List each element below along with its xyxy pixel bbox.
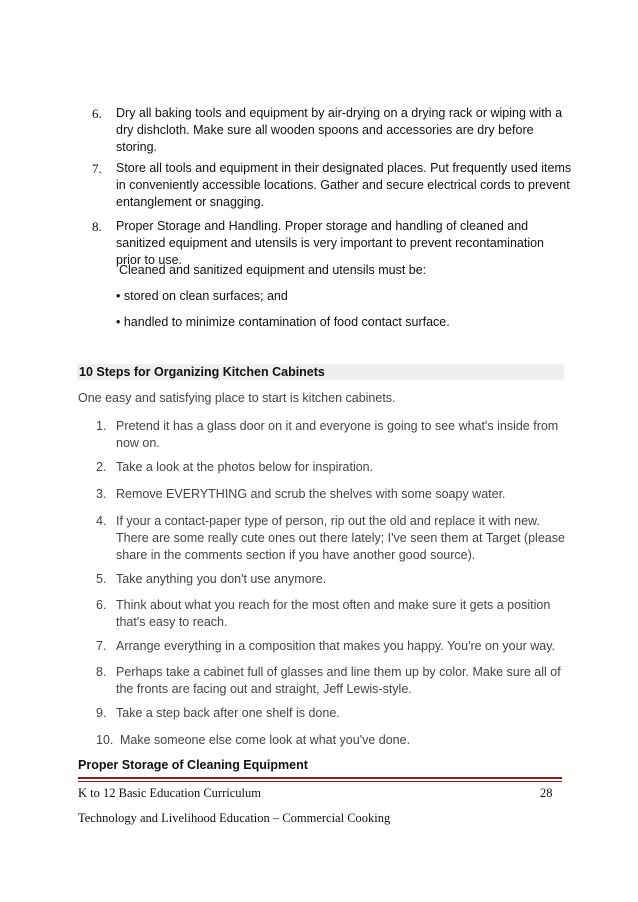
step-number: 10. bbox=[96, 733, 114, 747]
step-number: 3. bbox=[96, 487, 107, 501]
list-text: Dry all baking tools and equipment by air-drying on a drying rack or wiping with a dry dishcloth. Make sure all wooden spoons and accessories are dry before storing. bbox=[116, 106, 563, 154]
section-heading: 10 Steps for Organizing Kitchen Cabinets bbox=[77, 364, 564, 380]
list-text: Proper Storage and Handling. Proper storage and handling of cleaned and sanitized equipment and utensils is very important to prevent recontamination prior to use. bbox=[116, 219, 545, 267]
step-number: 6. bbox=[96, 598, 107, 612]
step-text: Think about what you reach for the most often and make sure it gets a position that's easy to reach. bbox=[116, 598, 551, 629]
footer-divider bbox=[78, 777, 562, 779]
step-text: Take anything you don't use anymore. bbox=[116, 572, 327, 586]
step-number: 4. bbox=[96, 514, 107, 528]
step-number: 1. bbox=[96, 419, 107, 433]
step-text: Pretend it has a glass door on it and everyone is going to see what's inside from now on. bbox=[116, 419, 559, 450]
list-number: 7. bbox=[92, 161, 102, 176]
storage-note-intro: Cleaned and sanitized equipment and utensils must be: bbox=[119, 263, 427, 277]
section-intro: One easy and satisfying place to start is kitchen cabinets. bbox=[78, 391, 396, 405]
step-number: 8. bbox=[96, 665, 107, 679]
step-number: 2. bbox=[96, 460, 107, 474]
step-text: Arrange everything in a composition that makes you happy. You're on your way. bbox=[116, 639, 555, 653]
list-number: 6. bbox=[92, 106, 102, 121]
footer-subject: Technology and Livelihood Education – Commercial Cooking bbox=[78, 811, 391, 825]
footer-curriculum: K to 12 Basic Education Curriculum bbox=[78, 786, 261, 800]
step-text: Make someone else come look at what you've done. bbox=[120, 733, 411, 747]
step-text: Perhaps take a cabinet full of glasses and line them up by color. Make sure all of the fronts are facing out and straight, Jeff Lewis-style. bbox=[116, 665, 561, 696]
step-text: Take a look at the photos below for inspiration. bbox=[116, 460, 374, 474]
list-number: 8. bbox=[92, 219, 102, 234]
list-text: Store all tools and equipment in their designated places. Put frequently used items in conveniently accessible locations. Gather and secure electrical cords to prevent entanglement or snagging. bbox=[116, 161, 572, 209]
storage-note-bullet: • handled to minimize contamination of food contact surface. bbox=[116, 315, 450, 329]
step-number: 7. bbox=[96, 639, 107, 653]
step-text: Take a step back after one shelf is done. bbox=[116, 706, 340, 720]
page-number: 28 bbox=[540, 786, 553, 800]
step-number: 5. bbox=[96, 572, 107, 586]
footer-divider-thin bbox=[78, 781, 562, 782]
storage-note-bullet: • stored on clean surfaces; and bbox=[116, 289, 288, 303]
section-title: Proper Storage of Cleaning Equipment bbox=[78, 758, 308, 772]
step-text: If your a contact-paper type of person, rip out the old and replace it with new. There are some really cute ones out there lately; I've seen them at Target (please share in the comments section if you have another good source). bbox=[116, 514, 565, 562]
step-number: 9. bbox=[96, 706, 107, 720]
step-text: Remove EVERYTHING and scrub the shelves with some soapy water. bbox=[116, 487, 506, 501]
